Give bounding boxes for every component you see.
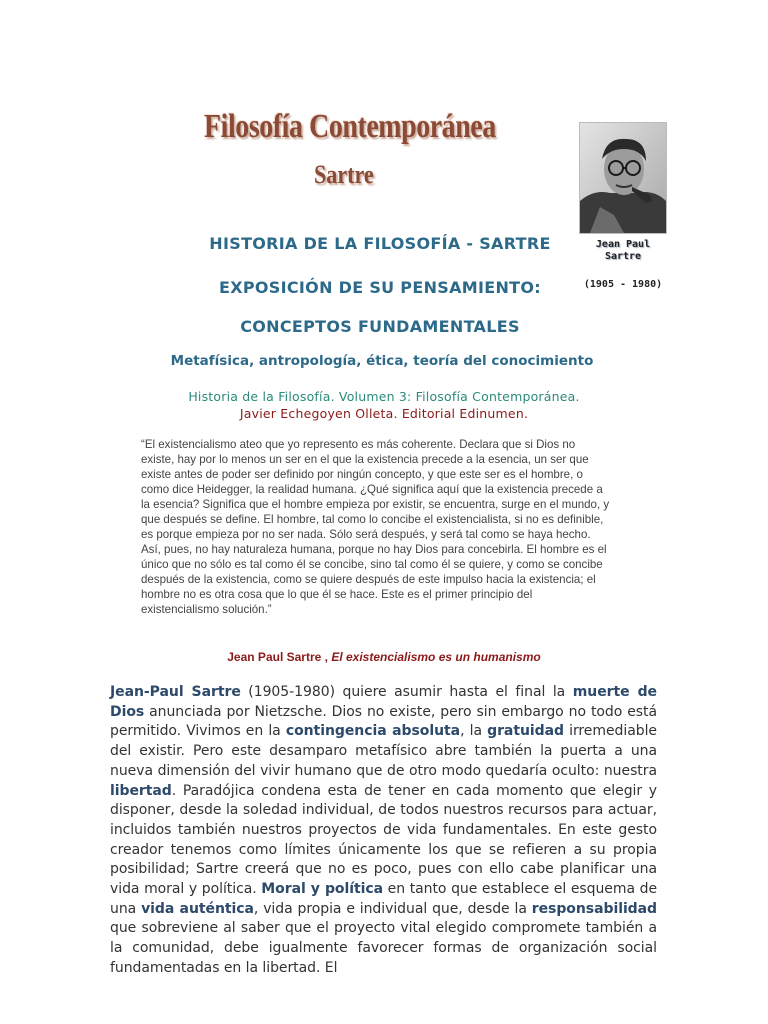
heading-topics: Metafísica, antropología, ética, teoría del conocimiento xyxy=(170,353,594,369)
portrait-caption-years: (1905 - 1980) xyxy=(583,279,663,290)
banner-subtitle: Sartre xyxy=(314,160,374,189)
body-bold-5: libertad xyxy=(110,782,172,799)
body-text-4: irremediable del existir. Pero este desamparo metafísico abre también la puerta a una nueva dimensión del vivir humano que de otro modo quedaría oculto: nuestra xyxy=(110,723,657,779)
banner-title: Filosofía Contemporánea xyxy=(204,108,496,145)
source-author: Javier Echegoyen Olleta. Editorial Edinumen. xyxy=(239,406,529,421)
body-bold-8: responsabilidad xyxy=(531,900,658,917)
quote-attribution: Jean Paul Sartre , El existencialismo es un humanismo xyxy=(227,650,541,664)
portrait-caption-name: Jean Paul Sartre xyxy=(595,239,651,262)
portrait-image xyxy=(580,123,666,233)
source-reference: Historia de la Filosofía. Volumen 3: Filosofía Contemporánea. xyxy=(188,389,580,404)
sartre-portrait-photo xyxy=(579,122,667,234)
existentialism-quote: “El existencialismo ateo que yo represento es más coherente. Declara que si Dios no existe, hay por lo menos un ser en el que la existencia precede a la esencia, un ser que existe antes de poder ser definido por ningún concepto, y que este ser es el hombre, o como dice Heidegger, la realidad humana. ¿Qué significa aquí que la existencia precede a la esencia? Significa que el hombre empieza por existir, se encuentra, surge en el mundo, y que después se define. El hombre, tal como lo concibe el existencialista, si no es definible, es porque empieza por no ser nada. Sólo será después, y será tal como se haya hecho. Así, pues, no hay naturaleza humana, porque no hay Dios para concebirla. El hombre es el único que no sólo es tal como él se concibe, sino tal como él se quiere, y como se concibe después de la existencia, como se quiere después de este impulso hacia la existencia; el hombre no es otra cosa que lo que él se hace. Este es el primer principio del existencialismo solución.” xyxy=(141,437,610,616)
quote-work: El existencialismo es un humanismo xyxy=(331,650,541,664)
quote-author: Jean Paul Sartre xyxy=(227,650,322,664)
body-bold-1: Jean-Paul Sartre xyxy=(110,684,241,700)
heading-concepts: CONCEPTOS FUNDAMENTALES xyxy=(240,317,520,336)
body-text-3: , la xyxy=(460,723,488,740)
body-bold-7: vida auténtica xyxy=(141,900,254,917)
body-text-6: en tanto que establece el esquema de una xyxy=(110,881,658,917)
body-bold-4: gratuidad xyxy=(487,723,564,740)
body-text-1: (1905-1980) quiere asumir hasta el final la xyxy=(240,684,573,700)
body-bold-2: muerte de Dios xyxy=(110,684,657,720)
body-text-8: que sobreviene al saber que el proyecto vital elegido compromete también a la comunidad, debe igualmente favorecer formas de organización social fundamentadas en la libertad. El xyxy=(110,920,657,976)
body-text-2: anunciada por Nietzsche. Dios no existe, pero sin embargo no todo está permitido. Vivimos en la xyxy=(110,703,657,740)
main-body-paragraph xyxy=(110,683,657,979)
heading-history: HISTORIA DE LA FILOSOFÍA - SARTRE xyxy=(209,234,551,253)
body-bold-3: contingencia absoluta xyxy=(285,723,461,740)
body-text-7: , vida propia e individual que, desde la xyxy=(253,900,532,917)
heading-exposition: EXPOSICIÓN DE SU PENSAMIENTO: xyxy=(219,278,541,297)
body-bold-6: Moral y política xyxy=(261,881,384,898)
body-text-5: . Paradójica condena esta de tener en cada momento que elegir y disponer, desde la soledad individual, de todos nuestros recursos para actuar, incluidos también nuestros proyectos de vida fundamentales. En este gesto creador tenemos como límites únicamente los que se refieren a su propia posibilidad; Sartre creerá que no es poco, pues con ello cabe planificar una vida moral y política. xyxy=(110,782,657,898)
